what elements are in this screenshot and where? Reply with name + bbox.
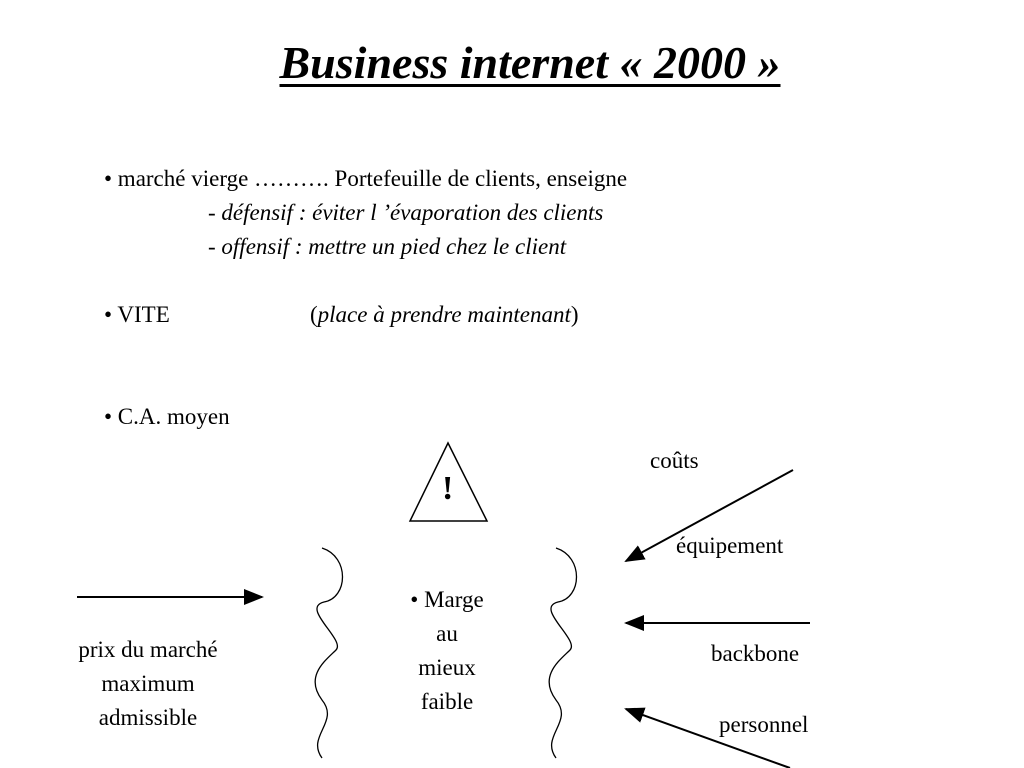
left-line: maximum	[101, 671, 195, 696]
left-prix-label	[48, 633, 248, 735]
sub-offensif: - offensif : mettre un pied chez le client	[208, 234, 567, 259]
bullet-vite: • VITE	[104, 302, 170, 327]
paren-open: (	[310, 302, 318, 327]
center-line: faible	[420, 689, 474, 714]
bullet-marche-vierge: • marché vierge ………. Portefeuille de clients, enseigne	[104, 166, 628, 191]
left-line: admissible	[98, 705, 198, 730]
center-marge	[387, 583, 507, 719]
center-line: au	[436, 621, 458, 646]
paren-close: )	[570, 302, 579, 327]
center-line: mieux	[418, 655, 476, 680]
wavy-bracket-left	[315, 548, 342, 758]
label-couts: coûts	[650, 448, 699, 473]
vite-note-text: place à prendre maintenant	[317, 302, 571, 327]
label-personnel: personnel	[719, 712, 809, 737]
bullet-ca-moyen: • C.A. moyen	[104, 404, 230, 429]
label-equipement: équipement	[676, 533, 784, 558]
wavy-bracket-right	[549, 548, 576, 758]
warning-exclamation: !	[442, 470, 454, 507]
slide-title: Business internet « 2000 »	[279, 37, 781, 88]
center-line: • Marge	[410, 587, 484, 612]
sub-defensif: - défensif : éviter l ’évaporation des clients	[208, 200, 604, 225]
label-backbone: backbone	[711, 641, 800, 666]
left-line: prix du marché	[78, 637, 218, 662]
